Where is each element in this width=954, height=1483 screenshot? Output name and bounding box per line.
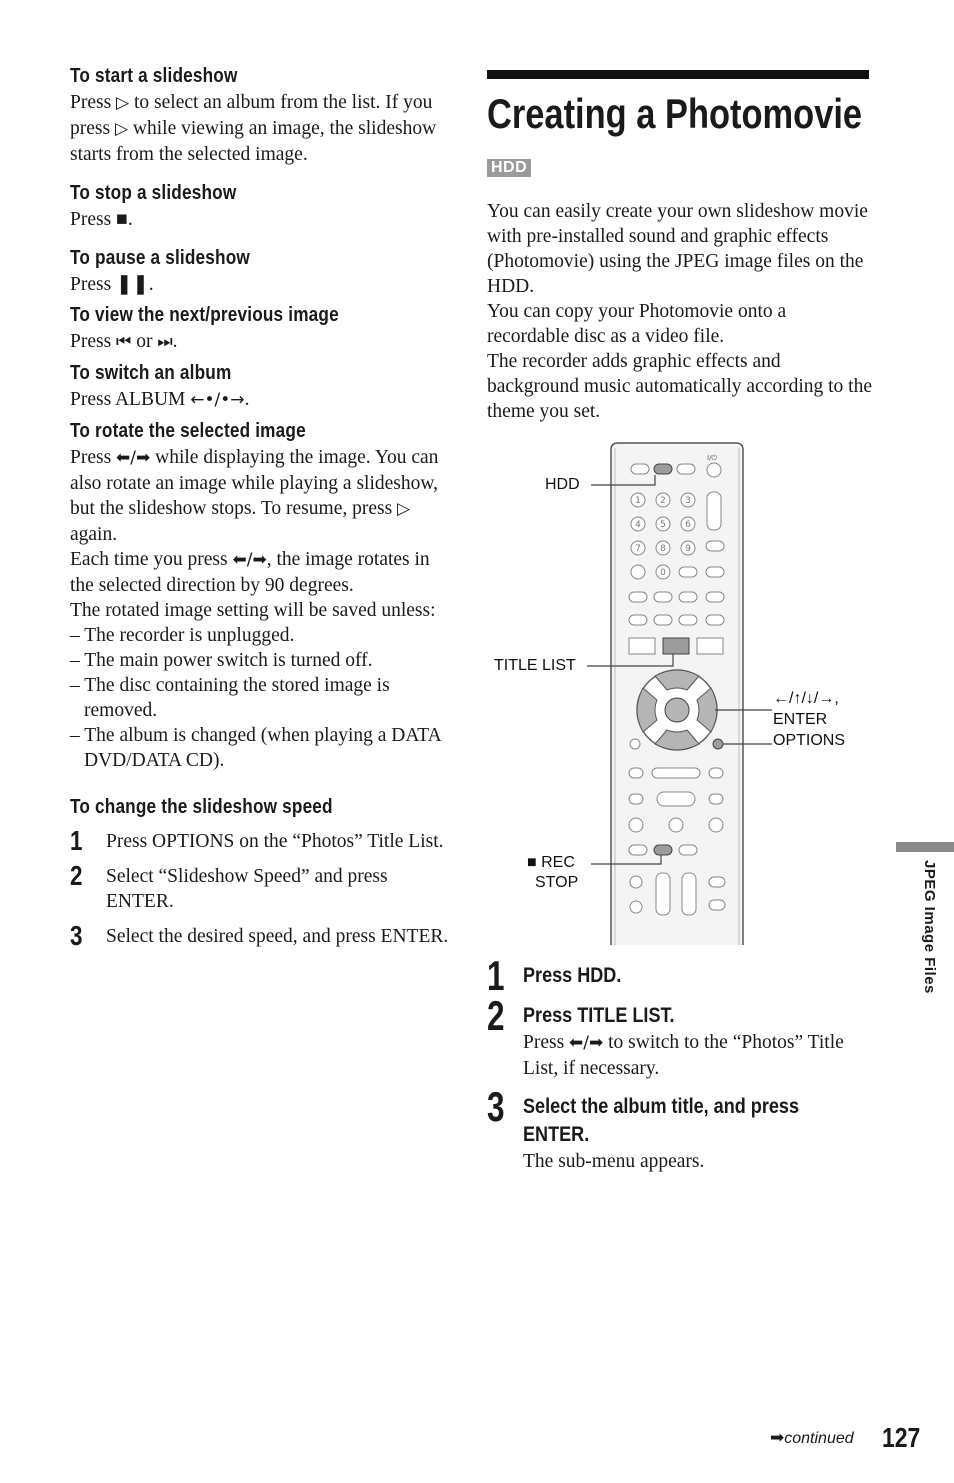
svg-text:2: 2 (660, 496, 666, 506)
heading-stop-slideshow: To stop a slideshow (70, 182, 237, 204)
intro-paragraph-3: The recorder adds graphic effects and background music automatically according to the theme you set. (487, 351, 873, 422)
speed-step-3: 3 Select the desired speed, and press ENTER. (70, 920, 449, 951)
step-1: 1 Press HDD. (487, 952, 622, 999)
next-track-icon: ⏭ (157, 332, 173, 352)
heading-pause-slideshow: To pause a slideshow (70, 247, 250, 269)
heading-switch-album: To switch an album (70, 362, 232, 384)
callout-enter: ENTER (773, 711, 828, 728)
start-slideshow-text: Press ▷ to select an album from the list. If you press ▷ while viewing an image, the slideshow starts from the selected image. (70, 92, 437, 165)
page-number: 127 (882, 1422, 921, 1453)
photomovie-steps (487, 952, 877, 1174)
callout-options: OPTIONS (773, 732, 846, 749)
svg-text:4: 4 (635, 520, 641, 530)
heading-rotate-image: To rotate the selected image (70, 420, 306, 442)
pause-slideshow-text: Press ❚❚. (70, 274, 154, 295)
hdd-badge: HDD (487, 159, 531, 177)
continued-note: ➡continued (770, 1428, 854, 1448)
rotate-text-3: The rotated image setting will be saved unless: (70, 600, 436, 621)
svg-text:1: 1 (635, 496, 641, 506)
callout-arrows: ←/↑/↓/→, (773, 690, 839, 707)
list-item: – The main power switch is turned off. (70, 650, 373, 671)
speed-step-1: 1 Press OPTIONS on the “Photos” Title List. (70, 825, 444, 856)
svg-text:0: 0 (660, 568, 666, 578)
left-right-arrow-icon: ⬅/➡ (232, 550, 267, 570)
callout-title-list: TITLE LIST (494, 657, 576, 674)
arrow-right-icon: ➡ (770, 1428, 785, 1448)
list-item: – The album is changed (when playing a DATA DVD/DATA CD). (70, 725, 441, 771)
left-right-arrow-icon: ⬅/➡ (569, 1033, 604, 1053)
svg-text:6: 6 (685, 520, 691, 530)
rotate-text-2: Each time you press ⬅/➡, the image rotates in the selected direction by 90 degrees. (70, 549, 430, 596)
section-tab-label: JPEG Image Files (921, 860, 938, 994)
right-column (487, 70, 872, 424)
album-arrows-icon: ←•/•→ (190, 390, 245, 410)
svg-text:3: 3 (685, 496, 691, 506)
heading-start-slideshow: To start a slideshow (70, 65, 238, 87)
heading-next-previous: To view the next/previous image (70, 304, 339, 326)
svg-text:I/⏻: I/⏻ (707, 454, 717, 462)
svg-text:7: 7 (635, 544, 641, 554)
section-tab-bar (896, 842, 954, 852)
list-item: – The disc containing the stored image is removed. (70, 675, 390, 721)
next-previous-text: Press ⏮ or ⏭. (70, 331, 178, 352)
stop-slideshow-text: Press ■. (70, 209, 133, 230)
step-3: 3 Select the album title, and press ENTER. The sub-menu appears. (487, 1083, 800, 1172)
play-icon: ▷ (114, 119, 129, 139)
left-column (70, 62, 455, 949)
callout-rec-stop: ■ REC (527, 854, 575, 871)
intro-paragraph-2: You can copy your Photomovie onto a recordable disc as a video file. (487, 301, 787, 347)
intro-paragraph-1: You can easily create your own slideshow movie with pre-installed sound and graphic effects (Photomovie) using the JPEG image files on the HDD. (487, 201, 868, 297)
play-icon: ▷ (116, 93, 130, 113)
svg-text:9: 9 (685, 544, 691, 554)
switch-album-text: Press ALBUM ←•/•→. (70, 389, 250, 410)
play-icon: ▷ (397, 499, 411, 519)
heading-slideshow-speed: To change the slideshow speed (70, 796, 333, 818)
svg-text:8: 8 (660, 544, 666, 554)
svg-text:5: 5 (660, 520, 666, 530)
left-right-arrow-icon: ⬅/➡ (116, 448, 151, 468)
rotate-text-1: Press ⬅/➡ while displaying the image. You can also rotate an image while playing a slideshow, but the slideshow stops. To resume, press ▷ again. (70, 447, 439, 545)
title-rule (487, 70, 869, 79)
list-item: – The recorder is unplugged. (70, 625, 295, 646)
callout-rec-stop-2: STOP (535, 874, 579, 891)
remote-illustration (487, 440, 887, 950)
step-2: 2 Press TITLE LIST. Press ⬅/➡ to switch to the “Photos” Title List, if necessary. (487, 992, 844, 1079)
page-title: Creating a Photomovie (487, 90, 863, 137)
previous-track-icon: ⏮ (116, 332, 132, 352)
speed-step-2: 2 Select “Slideshow Speed” and press ENTER. (70, 860, 388, 912)
callout-hdd: HDD (545, 476, 580, 493)
